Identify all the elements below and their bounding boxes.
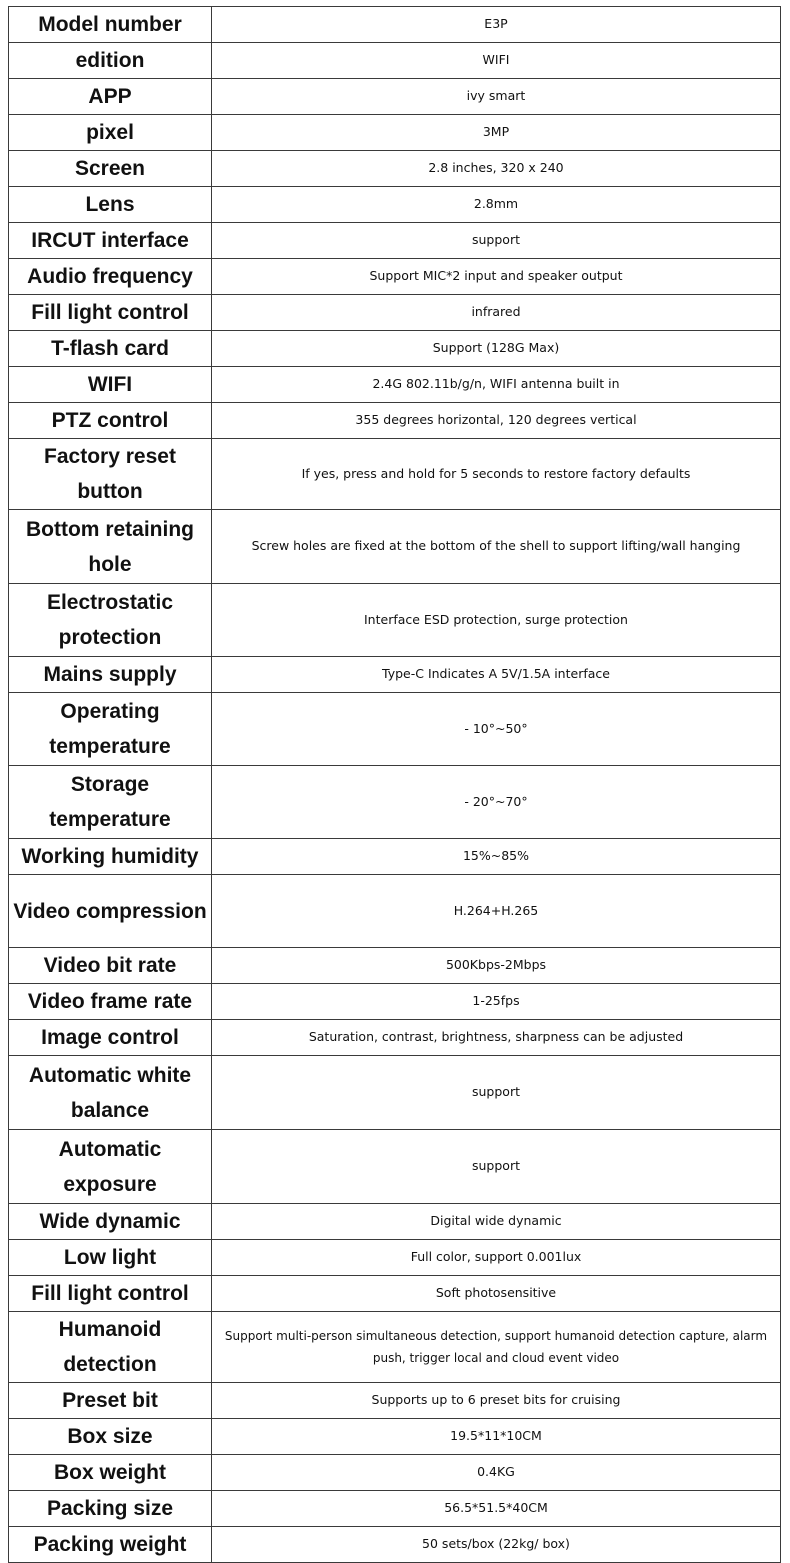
spec-row — [9, 584, 781, 657]
spec-value: 56.5*51.5*40CM — [212, 1491, 781, 1527]
spec-label: Audio frequency — [9, 259, 212, 295]
spec-value: Support multi-person simultaneous detection, support humanoid detection capture, alarm push, trigger local and cloud event video — [212, 1312, 781, 1383]
spec-label: Bottom retaining hole — [9, 510, 212, 584]
spec-row — [9, 1312, 781, 1383]
spec-value: 3MP — [212, 115, 781, 151]
spec-row — [9, 1130, 781, 1204]
spec-value: 2.8 inches, 320 x 240 — [212, 151, 781, 187]
spec-value: Saturation, contrast, brightness, sharpness can be adjusted — [212, 1020, 781, 1056]
spec-label: PTZ control — [9, 403, 212, 439]
spec-row — [9, 151, 781, 187]
spec-label: pixel — [9, 115, 212, 151]
spec-value: support — [212, 223, 781, 259]
spec-value: Support (128G Max) — [212, 331, 781, 367]
spec-label: Mains supply — [9, 657, 212, 693]
spec-value: Supports up to 6 preset bits for cruising — [212, 1383, 781, 1419]
spec-value: 15%~85% — [212, 839, 781, 875]
spec-value: Type-C Indicates A 5V/1.5A interface — [212, 657, 781, 693]
spec-row — [9, 766, 781, 839]
spec-row — [9, 1276, 781, 1312]
spec-row — [9, 657, 781, 693]
spec-label: Electrostatic protection — [9, 584, 212, 657]
spec-label: Preset bit — [9, 1383, 212, 1419]
spec-value: 19.5*11*10CM — [212, 1419, 781, 1455]
spec-label: Video frame rate — [9, 984, 212, 1020]
spec-label: Screen — [9, 151, 212, 187]
spec-table — [8, 6, 781, 1563]
spec-row — [9, 1020, 781, 1056]
spec-label: Lens — [9, 187, 212, 223]
spec-label: IRCUT interface — [9, 223, 212, 259]
spec-row — [9, 259, 781, 295]
spec-value: 500Kbps-2Mbps — [212, 948, 781, 984]
spec-value: Screw holes are fixed at the bottom of the shell to support lifting/wall hanging — [212, 510, 781, 584]
spec-value: If yes, press and hold for 5 seconds to restore factory defaults — [212, 439, 781, 510]
spec-label: Video bit rate — [9, 948, 212, 984]
spec-value: support — [212, 1130, 781, 1204]
spec-row — [9, 79, 781, 115]
spec-row — [9, 875, 781, 948]
spec-label: Low light — [9, 1240, 212, 1276]
spec-row — [9, 331, 781, 367]
spec-row — [9, 1240, 781, 1276]
spec-label: Automatic white balance — [9, 1056, 212, 1130]
spec-value: 50 sets/box (22kg/ box) — [212, 1527, 781, 1563]
spec-row — [9, 693, 781, 766]
spec-value: - 20°~70° — [212, 766, 781, 839]
spec-value: infrared — [212, 295, 781, 331]
spec-label: Operating temperature — [9, 693, 212, 766]
spec-label: Fill light control — [9, 1276, 212, 1312]
spec-label: Humanoid detection — [9, 1312, 212, 1383]
spec-row — [9, 1527, 781, 1563]
spec-label: edition — [9, 43, 212, 79]
spec-label: Wide dynamic — [9, 1204, 212, 1240]
spec-value: Interface ESD protection, surge protection — [212, 584, 781, 657]
spec-label: APP — [9, 79, 212, 115]
spec-value: - 10°~50° — [212, 693, 781, 766]
spec-value: support — [212, 1056, 781, 1130]
spec-row — [9, 948, 781, 984]
spec-row — [9, 1491, 781, 1527]
spec-value: 355 degrees horizontal, 120 degrees vertical — [212, 403, 781, 439]
spec-label: Fill light control — [9, 295, 212, 331]
spec-value: E3P — [212, 7, 781, 43]
spec-label: WIFI — [9, 367, 212, 403]
spec-label: Packing weight — [9, 1527, 212, 1563]
spec-label: Factory reset button — [9, 439, 212, 510]
spec-label: Packing size — [9, 1491, 212, 1527]
spec-value: Full color, support 0.001lux — [212, 1240, 781, 1276]
spec-label: Storage temperature — [9, 766, 212, 839]
spec-label: Working humidity — [9, 839, 212, 875]
spec-row — [9, 1056, 781, 1130]
spec-row — [9, 223, 781, 259]
spec-row — [9, 439, 781, 510]
spec-value: 1-25fps — [212, 984, 781, 1020]
spec-value: WIFI — [212, 43, 781, 79]
spec-value: ivy smart — [212, 79, 781, 115]
spec-row — [9, 510, 781, 584]
spec-value: 0.4KG — [212, 1455, 781, 1491]
spec-row — [9, 43, 781, 79]
spec-value: 2.4G 802.11b/g/n, WIFI antenna built in — [212, 367, 781, 403]
spec-label: Automatic exposure — [9, 1130, 212, 1204]
spec-row — [9, 367, 781, 403]
spec-row — [9, 295, 781, 331]
spec-label: Model number — [9, 7, 212, 43]
spec-row — [9, 187, 781, 223]
spec-value: 2.8mm — [212, 187, 781, 223]
spec-row — [9, 1204, 781, 1240]
spec-value: Digital wide dynamic — [212, 1204, 781, 1240]
spec-value: Support MIC*2 input and speaker output — [212, 259, 781, 295]
spec-row — [9, 984, 781, 1020]
spec-row — [9, 7, 781, 43]
spec-table-body — [9, 7, 781, 1563]
spec-row — [9, 403, 781, 439]
spec-row — [9, 839, 781, 875]
spec-row — [9, 1383, 781, 1419]
spec-label: T-flash card — [9, 331, 212, 367]
spec-label: Video compression — [9, 875, 212, 948]
spec-row — [9, 1455, 781, 1491]
spec-label: Box size — [9, 1419, 212, 1455]
spec-value: H.264+H.265 — [212, 875, 781, 948]
spec-row — [9, 115, 781, 151]
spec-value: Soft photosensitive — [212, 1276, 781, 1312]
spec-row — [9, 1419, 781, 1455]
spec-label: Box weight — [9, 1455, 212, 1491]
spec-label: Image control — [9, 1020, 212, 1056]
